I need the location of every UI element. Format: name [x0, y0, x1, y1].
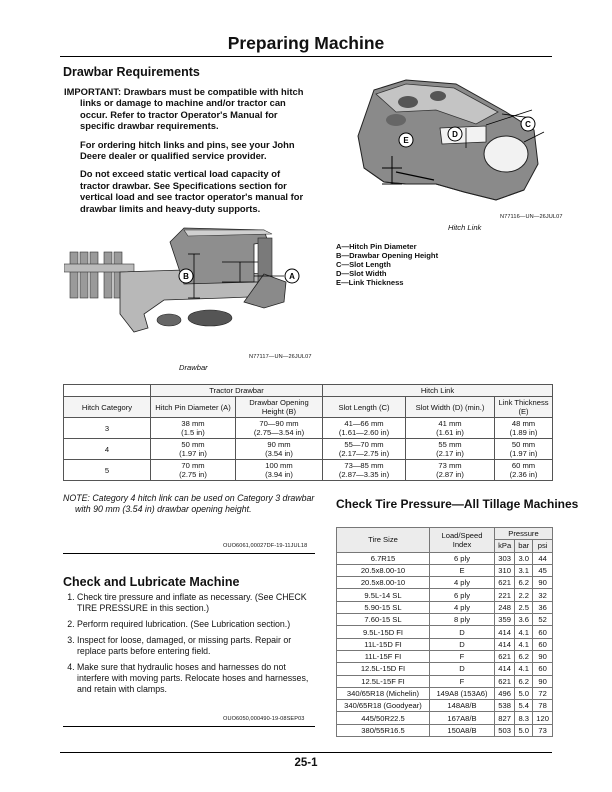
group-tractor-drawbar: Tractor Drawbar — [151, 385, 323, 397]
figure-legend — [336, 242, 438, 287]
page-number: 25-1 — [294, 757, 318, 769]
table-row — [337, 638, 553, 650]
note-text: NOTE: Category 4 hitch link can be used on Category 3 drawbar with 90 mm (3.54 in) drawbar opening height. — [63, 493, 315, 514]
table-cell: 70—90 mm (2.75—3.54 in) — [236, 418, 323, 439]
drawbar-illustration — [64, 222, 320, 356]
column-header: kPa — [495, 540, 515, 552]
column-header: Slot Width (D) (min.) — [406, 397, 495, 418]
table-empty-cell — [64, 385, 151, 397]
table-cell: 5.4 — [515, 700, 533, 712]
table-cell: 50 mm (1.97 in) — [495, 439, 553, 460]
list-item: 3. Inspect for loose, damaged, or missing parts. Repair or replace parts before entering field. — [77, 635, 315, 657]
check-lubricate-code: OUO6050,000490-19-08SEP03 — [223, 716, 305, 722]
important-paragraph-2: For ordering hitch links and pins, see your John Deere dealer or qualified service provider. — [80, 138, 295, 162]
table-cell: 11L-15D FI — [337, 638, 430, 650]
table-cell: 20.5x8.00-10 — [337, 577, 430, 589]
section-divider — [63, 553, 315, 554]
table-cell: F — [430, 650, 495, 662]
table-cell: 6.2 — [515, 675, 533, 687]
check-lubricate-heading: Check and Lubricate Machine — [63, 575, 240, 589]
table-cell: 55—70 mm (2.17—2.75 in) — [323, 439, 406, 460]
group-hitch-link: Hitch Link — [323, 385, 553, 397]
hitch-link-caption: Hitch Link — [448, 223, 482, 232]
table-cell: 36 — [533, 601, 553, 613]
table-cell: 44 — [533, 552, 553, 564]
table-cell: 3.1 — [515, 564, 533, 576]
table-row — [337, 650, 553, 662]
hitch-link-illustration — [336, 72, 552, 222]
table-cell: 359 — [495, 614, 515, 626]
hitch-label-c: C — [525, 120, 531, 129]
table-cell: 827 — [495, 712, 515, 724]
table-cell: 380/55R16.5 — [337, 724, 430, 736]
table-cell: 621 — [495, 650, 515, 662]
footer-rule — [60, 752, 552, 753]
hitch-link-figure-code: N77116—UN—26JUL07 — [500, 214, 563, 220]
table-cell: 4.1 — [515, 626, 533, 638]
list-item: 2. Perform required lubrication. (See Lubrication section.) — [77, 619, 315, 630]
table-cell: 60 — [533, 638, 553, 650]
table-cell: 414 — [495, 626, 515, 638]
column-header: Hitch Pin Diameter (A) — [151, 397, 236, 418]
table-cell: 90 — [533, 650, 553, 662]
legend-item: A—Hitch Pin Diameter — [336, 242, 417, 251]
title-rule — [60, 56, 552, 57]
drawbar-requirements-heading: Drawbar Requirements — [63, 65, 200, 79]
table-cell: 60 mm (2.36 in) — [495, 460, 553, 481]
table-cell: 538 — [495, 700, 515, 712]
drawbar-label-a: A — [289, 272, 295, 281]
legend-item: C—Slot Length — [336, 260, 391, 269]
column-header: Tire Size — [337, 528, 430, 553]
table-cell: 303 — [495, 552, 515, 564]
table-cell: F — [430, 675, 495, 687]
table-row — [337, 552, 553, 564]
table-cell: 70 mm (2.75 in) — [151, 460, 236, 481]
table-cell: 41—66 mm (1.61—2.60 in) — [323, 418, 406, 439]
note-code: OUO6061,00027DF-19-11JUL18 — [223, 543, 308, 549]
table-cell: 4 ply — [430, 601, 495, 613]
table-cell: 6.2 — [515, 577, 533, 589]
table-cell: 5.90-15 SL — [337, 601, 430, 613]
column-header: Hitch Category — [64, 397, 151, 418]
tire-pressure-table — [336, 527, 553, 737]
table-cell: 48 mm (1.89 in) — [495, 418, 553, 439]
important-paragraph-3: Do not exceed static vertical load capacity of tractor drawbar. See Specifications section for vertical load and see tractor operator's manual for drawbar limits and heavy-duty supports. — [80, 168, 304, 214]
drawbar-caption: Drawbar — [179, 363, 208, 372]
list-item: 4. Make sure that hydraulic hoses and harnesses do not interfere with moving parts. Relocate hoses and harnesses, and retain with clamps. — [77, 662, 315, 695]
drawbar-label-b: B — [183, 272, 189, 281]
table-cell: 3.0 — [515, 552, 533, 564]
table-cell: 5.0 — [515, 687, 533, 699]
table-cell: 100 mm (3.94 in) — [236, 460, 323, 481]
table-cell: 9.5L-14 SL — [337, 589, 430, 601]
legend-item: B—Drawbar Opening Height — [336, 251, 439, 260]
drawbar-spec-table — [63, 384, 553, 481]
table-row — [337, 614, 553, 626]
page-title: Preparing Machine — [227, 33, 385, 53]
table-cell: 310 — [495, 564, 515, 576]
table-row — [337, 724, 553, 736]
table-cell: 149A8 (153A6) — [430, 687, 495, 699]
legend-item: D—Slot Width — [336, 269, 387, 278]
table-cell: D — [430, 626, 495, 638]
column-header: Load/Speed Index — [430, 528, 495, 553]
table-cell: 6.2 — [515, 650, 533, 662]
table-cell: 73 mm (2.87 in) — [406, 460, 495, 481]
table-cell: 72 — [533, 687, 553, 699]
table-cell: 340/65R18 (Goodyear) — [337, 700, 430, 712]
table-cell: 414 — [495, 638, 515, 650]
table-cell: 4 — [64, 439, 151, 460]
table-cell: 120 — [533, 712, 553, 724]
table-cell: 90 — [533, 577, 553, 589]
table-cell: 9.5L-15D FI — [337, 626, 430, 638]
table-cell: 12.5L-15D FI — [337, 663, 430, 675]
table-cell: 3 — [64, 418, 151, 439]
table-row — [337, 700, 553, 712]
table-cell: D — [430, 638, 495, 650]
column-header: Slot Length (C) — [323, 397, 406, 418]
table-cell: 6 ply — [430, 589, 495, 601]
table-cell: 150A8/B — [430, 724, 495, 736]
table-cell: 445/50R22.5 — [337, 712, 430, 724]
table-row — [337, 626, 553, 638]
table-cell: 6 ply — [430, 552, 495, 564]
table-cell: 78 — [533, 700, 553, 712]
column-header: Pressure — [495, 528, 553, 540]
table-cell: 148A8/B — [430, 700, 495, 712]
table-cell: 496 — [495, 687, 515, 699]
table-cell: 90 mm (3.54 in) — [236, 439, 323, 460]
table-row — [337, 687, 553, 699]
table-cell: 5 — [64, 460, 151, 481]
table-cell: 4.1 — [515, 663, 533, 675]
table-cell: 340/65R18 (Michelin) — [337, 687, 430, 699]
hitch-label-e: E — [403, 136, 409, 145]
table-cell: 621 — [495, 577, 515, 589]
table-cell: 90 — [533, 675, 553, 687]
table-cell: 3.6 — [515, 614, 533, 626]
table-row — [64, 439, 553, 460]
table-cell: 2.5 — [515, 601, 533, 613]
table-cell: 414 — [495, 663, 515, 675]
table-row — [64, 418, 553, 439]
table-row — [337, 577, 553, 589]
table-cell: 8 ply — [430, 614, 495, 626]
table-row — [337, 589, 553, 601]
table-cell: 4.1 — [515, 638, 533, 650]
table-row — [337, 712, 553, 724]
table-cell: 11L-15F FI — [337, 650, 430, 662]
table-cell: 6.7R15 — [337, 552, 430, 564]
category-note — [63, 493, 315, 515]
table-cell: 621 — [495, 675, 515, 687]
important-notice — [64, 86, 312, 221]
table-cell: 50 mm (1.97 in) — [151, 439, 236, 460]
table-cell: 73 — [533, 724, 553, 736]
table-cell: 7.60-15 SL — [337, 614, 430, 626]
table-cell: 52 — [533, 614, 553, 626]
column-header: Drawbar Opening Height (B) — [236, 397, 323, 418]
table-row — [64, 460, 553, 481]
table-cell: 20.5x8.00-10 — [337, 564, 430, 576]
table-row — [337, 601, 553, 613]
column-header: Link Thickness (E) — [495, 397, 553, 418]
table-cell: 5.0 — [515, 724, 533, 736]
hitch-label-d: D — [452, 130, 458, 139]
table-cell: 45 — [533, 564, 553, 576]
table-cell: 73—85 mm (2.87—3.35 in) — [323, 460, 406, 481]
column-header: bar — [515, 540, 533, 552]
column-header: psi — [533, 540, 553, 552]
table-row — [337, 663, 553, 675]
tire-pressure-heading: Check Tire Pressure—All Tillage Machines — [336, 497, 579, 511]
table-cell: 55 mm (2.17 in) — [406, 439, 495, 460]
table-cell: 32 — [533, 589, 553, 601]
legend-item: E—Link Thickness — [336, 278, 404, 287]
table-cell: 38 mm (1.5 in) — [151, 418, 236, 439]
table-cell: 248 — [495, 601, 515, 613]
table-cell: 503 — [495, 724, 515, 736]
table-cell: 221 — [495, 589, 515, 601]
check-lubricate-steps — [63, 592, 315, 700]
table-cell: 41 mm (1.61 in) — [406, 418, 495, 439]
list-item: 1. Check tire pressure and inflate as necessary. (See CHECK TIRE PRESSURE in this section.) — [77, 592, 315, 614]
table-row — [337, 675, 553, 687]
table-cell: E — [430, 564, 495, 576]
table-cell: 60 — [533, 663, 553, 675]
table-cell: 2.2 — [515, 589, 533, 601]
table-cell: 4 ply — [430, 577, 495, 589]
drawbar-figure-code: N77117—UN—26JUL07 — [249, 354, 312, 360]
table-cell: 167A8/B — [430, 712, 495, 724]
table-cell: D — [430, 663, 495, 675]
table-cell: 12.5L-15F FI — [337, 675, 430, 687]
section-divider — [63, 726, 315, 727]
table-row — [337, 564, 553, 576]
table-cell: 60 — [533, 626, 553, 638]
table-cell: 8.3 — [515, 712, 533, 724]
important-paragraph-1: IMPORTANT: Drawbars must be compatible with hitch links or damage to machine and/or tractor can occur. Refer to tractor Operator's Manual for specific drawbar requirements. — [64, 86, 304, 132]
